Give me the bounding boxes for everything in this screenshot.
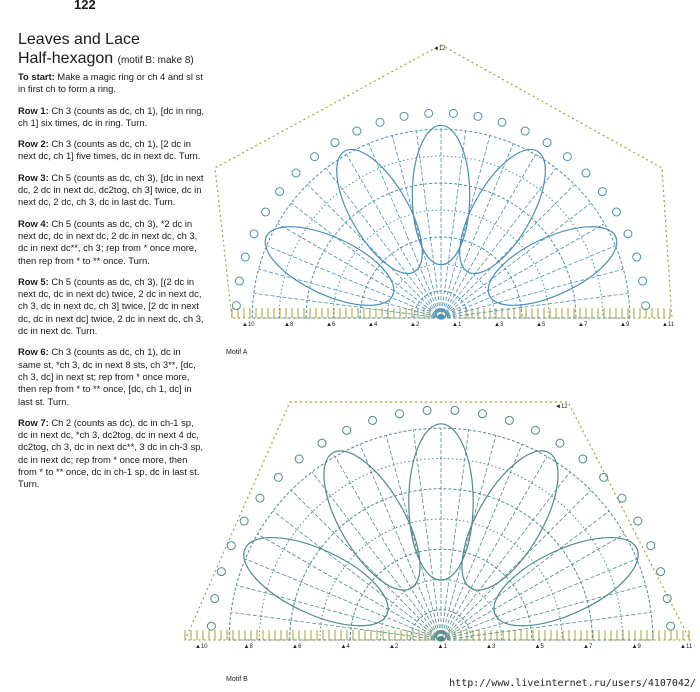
row-marker: ▲1 xyxy=(437,644,447,650)
watermark: http://www.liveinternet.ru/users/4107042/ xyxy=(449,678,696,689)
row-marker: ▲8 xyxy=(243,644,253,650)
row-marker: ▲5 xyxy=(536,322,546,328)
row-marker: ▲2 xyxy=(389,644,399,650)
row-marker: ▲7 xyxy=(578,322,588,328)
instruction-row-1: Row 1: Ch 3 (counts as dc, ch 1), [dc in ring, ch 1] six times, dc in ring. Turn. xyxy=(18,104,205,128)
row-marker: ▲7 xyxy=(583,644,593,650)
row-marker: ▲6 xyxy=(292,644,302,650)
motif-a-label: Motif A xyxy=(226,349,248,356)
row-marker: ▲9 xyxy=(620,322,630,328)
row-marker: ▲5 xyxy=(534,644,544,650)
instruction-row-6: Row 6: Ch 3 (counts as dc, ch 1), dc in same st, *ch 3, dc in next 8 sts, ch 3**, [dc, ch 3, dc] in next st; rep from * once more, then rep from * to ** once, [dc, ch 1, dc] in last st. Turn. xyxy=(18,346,196,407)
instruction-row-4: Row 4: Ch 5 (counts as dc, ch 3), *2 dc in next dc, dc in next dc, 2 dc in next dc, ch 3, dc in next dc**, ch 3; rep from * once more, then rep from * to ** once. Turn. xyxy=(18,217,198,266)
page-number: 122 xyxy=(74,0,96,12)
instruction-row-3: Row 3: Ch 5 (counts as dc, ch 3), [dc in next dc, 2 dc in next dc, dc2tog, ch 3] twice, dc in next dc, 2 dc, ch 3, dc in last dc. Turn. xyxy=(18,171,204,208)
subtitle-main: Half-hexagon xyxy=(18,50,114,67)
motif-b-diagram xyxy=(185,402,693,650)
row-marker: ▲11 xyxy=(662,322,675,328)
row-marker: ▲9 xyxy=(631,644,641,650)
instruction-row-7: Row 7: Ch 2 (counts as dc), dc in ch-1 sp, dc in next dc, *ch 3, dc2tog, dc in next 4 dc, dc2tog, ch 3, dc in next dc**, 3 dc in ch-3 sp, dc in next dc; rep from * once more, then from * to ** once, dc in ch-1 sp, dc in last st. Turn. xyxy=(18,416,204,490)
instruction-row-5: Row 5: Ch 5 (counts as dc, ch 3), [(2 dc in next dc, dc in next dc) twice, 2 dc in next dc, ch 3, dc in next dc, ch 3] twice, [2 dc in next dc, dc in next dc] twice, 2 dc in next dc, ch 3, dc in next dc. Turn. xyxy=(18,275,204,337)
top-row-marker: ◄12 xyxy=(433,46,446,52)
subtitle-note: (motif B: make 8) xyxy=(117,55,194,66)
row-marker: ▲10 xyxy=(242,322,255,328)
row-marker: ▲6 xyxy=(326,322,336,328)
row-marker: ▲3 xyxy=(494,322,504,328)
top-row-marker: ◄12 xyxy=(555,404,568,410)
pattern-title: Leaves and Lace xyxy=(18,31,140,48)
row-marker: ▲10 xyxy=(195,644,208,650)
row-marker: ▲8 xyxy=(284,322,294,328)
instruction-start: To start: Make a magic ring or ch 4 and sl st in first ch to form a ring. xyxy=(18,71,203,95)
motif-b-label: Motif B xyxy=(226,676,248,683)
instruction-row-2: Row 2: Ch 3 (counts as dc, ch 1), [2 dc in next dc, ch 1] five times, dc in next dc. Turn. xyxy=(18,138,201,162)
row-marker: ▲3 xyxy=(486,644,496,650)
row-marker: ▲11 xyxy=(680,644,693,650)
motif-a-diagram xyxy=(215,45,675,328)
row-marker: ▲4 xyxy=(340,644,350,650)
row-marker: ▲1 xyxy=(452,322,462,328)
row-marker: ▲4 xyxy=(368,322,378,328)
row-marker: ▲2 xyxy=(410,322,420,328)
